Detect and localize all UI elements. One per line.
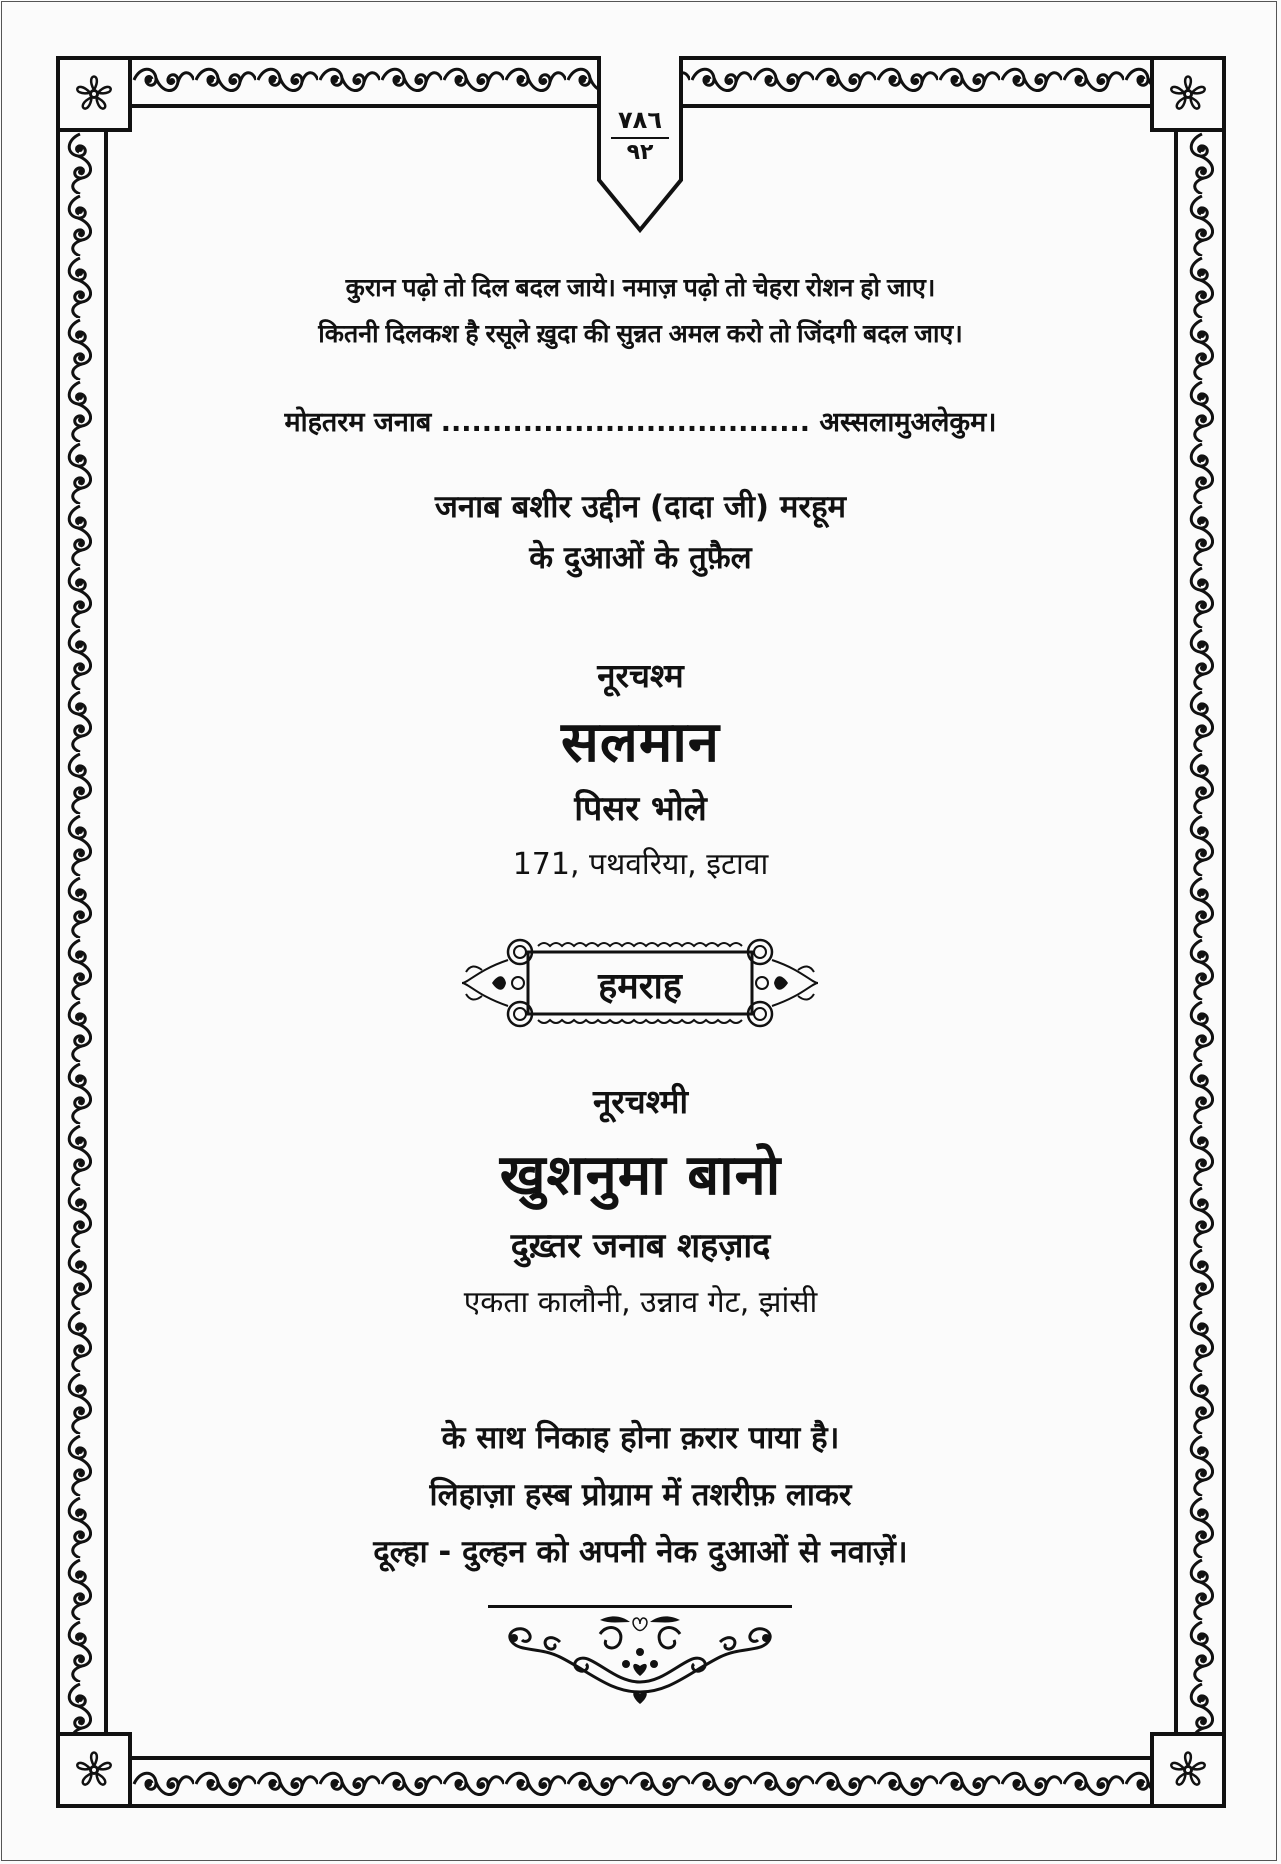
bottom-scroll-border [132,1764,1150,1804]
rosette-icon [1162,1744,1214,1796]
blessing-line-1: जनाब बशीर उद्दीन (दादा जी) मरहूम [434,489,847,525]
salutation-line [0,402,1281,439]
bismillah-786-badge [597,56,683,236]
bride-address: एकता कालौनी, उन्नाव गेट, झांसी [463,1285,818,1320]
rosette-icon [1162,68,1214,120]
bride-parent: दुख़्तर जनाब शहज़ाद [510,1226,771,1266]
closing-line-3: दूल्हा - दुल्हन को अपनी नेक दुआओं से नवाज़ें। [373,1534,908,1570]
divider-rule [488,1605,792,1608]
rosette-corner-bottom-right [1150,1732,1226,1808]
groom-address: 171, पथवरिया, इटावा [512,847,769,882]
floral-ornament [490,1612,790,1707]
badge-numeral-92: ٩٢ [626,140,654,165]
salutation-suffix: अस्सलामुअलेकुम। [819,407,997,438]
bride-name: खुशनुमा बानो [499,1143,782,1208]
blessing-line-2: के दुआओं के तुफ़ैल [529,540,752,576]
bride-label: नूरचश्मी [592,1082,689,1121]
rosette-corner-top-right [1150,56,1226,132]
groom-name: सलमान [561,710,720,775]
verse-line-1: कुरान पढ़ो तो दिल बदल जाये। नमाज़ पढ़ो तो चेहरा रोशन हो जाए। [345,274,936,302]
rosette-corner-bottom-left [56,1732,132,1808]
humraah-cartouche [458,930,822,1036]
closing-line-2: लिहाज़ा हस्ब प्रोग्राम में तशरीफ़ लाकर [429,1477,852,1513]
closing-line-1: के साथ निकाह होना क़रार पाया है। [441,1420,840,1456]
badge-divider [611,137,669,139]
verse-line-2: कितनी दिलकश है रसूले ख़ुदा की सुन्नत अमल करो तो जिंदगी बदल जाए। [318,320,963,348]
humraah-label: हमराह [598,966,682,1007]
guest-name-blank: .................................... [440,407,810,438]
salutation-prefix: मोहतरम जनाब [284,407,432,438]
rosette-icon [68,68,120,120]
groom-parent: पिसर भोले [574,789,707,829]
rosette-corner-top-left [56,56,132,132]
badge-numeral-786: ٧٨٦ [618,106,662,134]
rosette-icon [68,1744,120,1796]
flourish-icon [490,1612,790,1707]
groom-label: नूरचश्म [597,656,684,695]
